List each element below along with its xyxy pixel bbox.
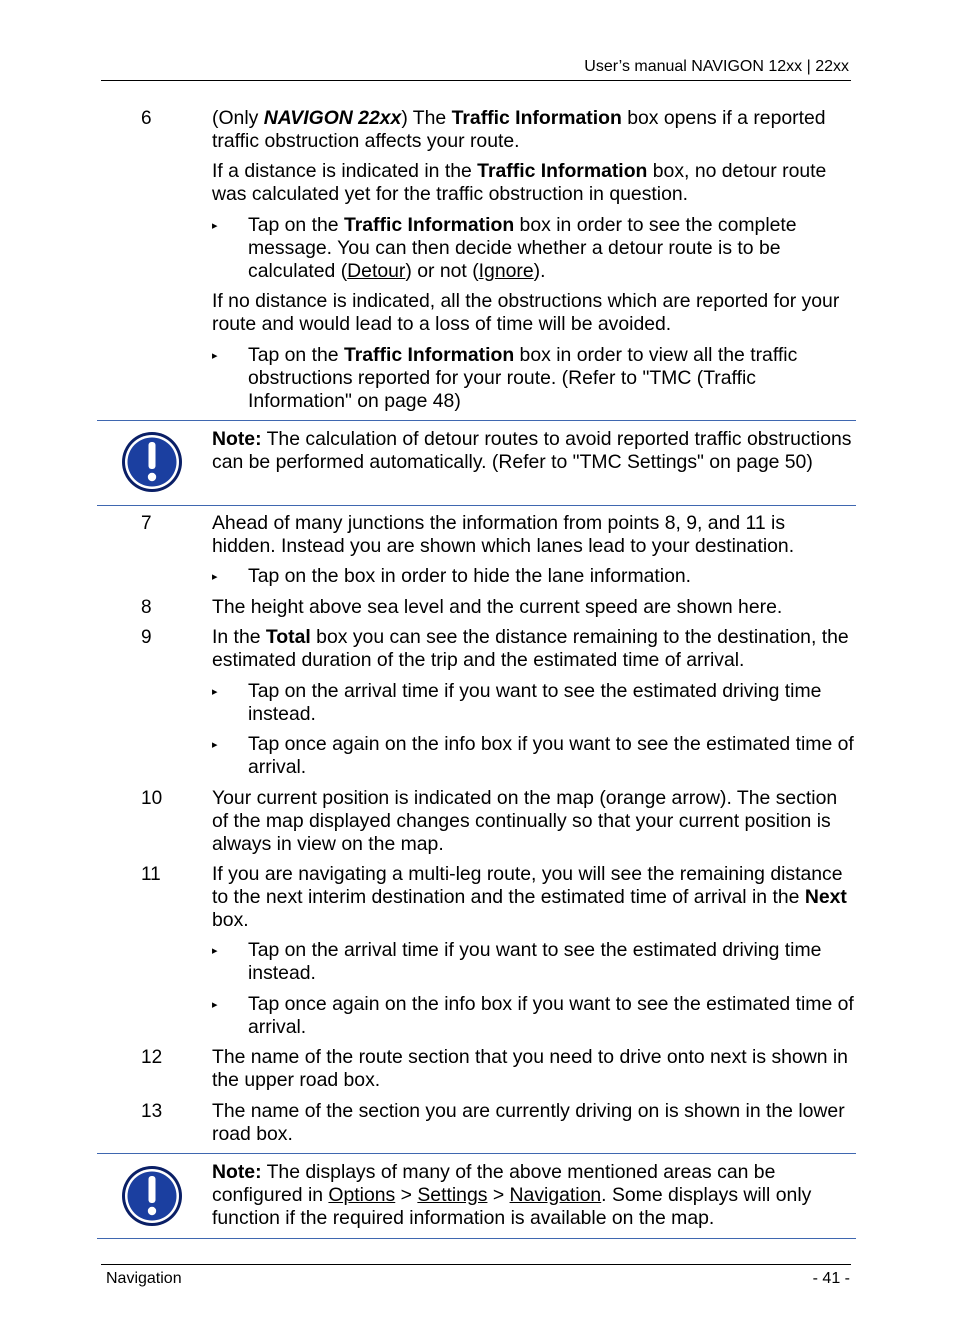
header-title: User’s manual NAVIGON 12xx | 22xx [584, 58, 849, 75]
note-bottom-rule [97, 505, 856, 506]
item-number-12: 12 [141, 1047, 163, 1068]
item-8-paragraph: The height above sea level and the current speed are shown here. [212, 596, 783, 618]
item-number-11: 11 [141, 864, 161, 885]
item-7-paragraph: Ahead of many junctions the information from points 8, 9, and 11 is hidden. Instead you are shown which lanes lead to your destination. [212, 512, 795, 557]
note-bottom-rule [97, 1238, 856, 1239]
navigation-link[interactable]: Navigation [509, 1184, 602, 1206]
note-top-rule [97, 420, 856, 421]
item-number-6: 6 [141, 108, 152, 129]
note-top-rule [97, 1153, 856, 1154]
item-13-paragraph: The name of the section you are currently driving on is shown in the lower road box. [212, 1100, 845, 1145]
item-10-paragraph: Your current position is indicated on the map (orange arrow). The section of the map displayed changes continually so that your current position is always in view on the map. [212, 787, 838, 855]
exclamation-icon [121, 1165, 183, 1227]
bullet-arrow-icon: ▸ [212, 686, 218, 698]
item-6-paragraph-3: If no distance is indicated, all the obstructions which are reported for your route and would lead to a loss of time will be avoided. [212, 290, 840, 335]
bullet-arrow-icon: ▸ [212, 739, 218, 751]
bullet-arrow-icon: ▸ [212, 571, 218, 583]
item-number-8: 8 [141, 597, 152, 618]
bullet-arrow-icon: ▸ [212, 220, 218, 232]
bullet-arrow-icon: ▸ [212, 999, 218, 1011]
footer-section-title: Navigation [106, 1270, 182, 1287]
bullet-arrow-icon: ▸ [212, 350, 218, 362]
item-number-9: 9 [141, 627, 152, 648]
item-number-13: 13 [141, 1101, 163, 1122]
note-1-text: Note: The calculation of detour routes to avoid reported traffic obstructions can be performed automatically. (Refer to "TMC Settings" on page 50) [212, 428, 852, 473]
item-number-10: 10 [141, 788, 163, 809]
footer-rule [101, 1264, 851, 1265]
item-11-paragraph: If you are navigating a multi-leg route, you will see the remaining distance to the next interim destination and the estimated time of arrival in the Next box. [212, 863, 847, 931]
item-6-paragraph-2: If a distance is indicated in the Traffic Information box, no detour route was calculated yet for the traffic obstruction in question. [212, 160, 827, 205]
page-header [101, 56, 851, 81]
ignore-link[interactable]: Ignore [478, 260, 534, 282]
item-12-paragraph: The name of the route section that you need to drive onto next is shown in the upper road box. [212, 1046, 848, 1091]
exclamation-icon [121, 431, 183, 493]
item-9-paragraph: In the Total box you can see the distance remaining to the destination, the estimated duration of the trip and the estimated time of arrival. [212, 626, 849, 671]
page-number: - 41 - [812, 1270, 850, 1287]
bullet-arrow-icon: ▸ [212, 945, 218, 957]
item-number-7: 7 [141, 513, 152, 534]
settings-link[interactable]: Settings [417, 1184, 488, 1206]
options-link[interactable]: Options [328, 1184, 396, 1206]
detour-link[interactable]: Detour [347, 260, 406, 282]
note-2-text: Note: The displays of many of the above mentioned areas can be configured in Options > Settings > Navigation. Some displays will only function if the required information is available on the map. [212, 1161, 812, 1229]
item-6-paragraph-1: (Only NAVIGON 22xx) The Traffic Information box opens if a reported traffic obstruction affects your route. [212, 107, 826, 152]
